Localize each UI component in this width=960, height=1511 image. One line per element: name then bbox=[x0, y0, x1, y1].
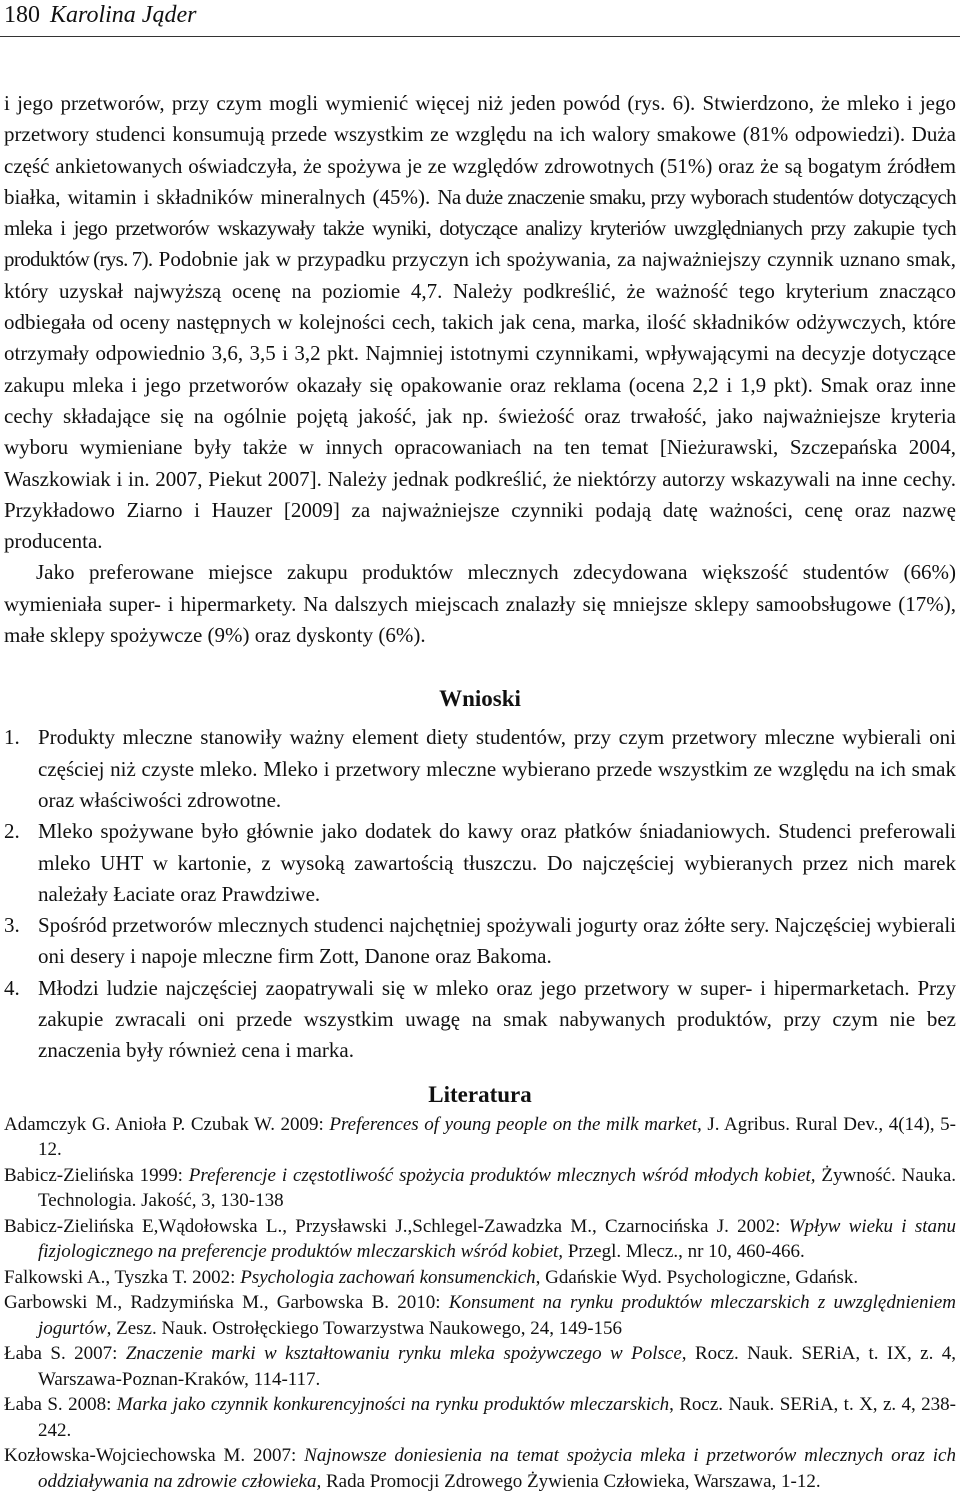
reference-entry bbox=[4, 1112, 956, 1163]
reference-entry bbox=[4, 1163, 956, 1214]
ref-title: Wpływ wieku i stanu fizjologicznego na preferencje produktów mleczarskich wśród kobiet, bbox=[38, 1215, 956, 1263]
ref-source: , Rocz. Nauk. SERiA, t. IX, z. 4, Warszawa-Poznan-Kraków, 114-117. bbox=[38, 1343, 956, 1390]
ref-source: Rada Promocji Zdrowego Żywienia Człowieka, Warszawa, 1-12. bbox=[321, 1470, 821, 1492]
ref-source: , Rocz. Nauk. SERiA, t. X, z. 4, 238-242. bbox=[38, 1394, 956, 1441]
item-text: Produkty mleczne stanowiły ważny element diety studentów, przy czym przetwory mleczne wybierali oni częściej niż czyste mleko. Mleko i przetwory mleczne wybierano przede wszystkim ze względu na ich smak oraz właściwości zdrowotne. bbox=[38, 725, 956, 812]
list-item bbox=[4, 816, 956, 910]
ref-title: Najnowsze doniesienia na temat spożycia mleka i przetworów mlecznych oraz ich oddziaływania na zdrowie człowieka, bbox=[38, 1445, 956, 1492]
body-text bbox=[4, 88, 956, 1494]
conclusions-list bbox=[4, 722, 956, 1066]
reference-entry bbox=[4, 1214, 956, 1265]
item-text: Mleko spożywane było głównie jako dodatek do kawy oraz płatków śniadaniowych. Studenci preferowali mleko UHT w kartonie, z wysoką zawartością tłuszczu. Do najczęściej wybieranych przez nich marek należały Łaciate oraz Prawdziwe. bbox=[38, 819, 956, 906]
paragraph bbox=[4, 88, 956, 557]
sentence: Na duże znaczenie smaku, przy wyborach studentów dotyczących mleka i jego przetworów wskazywały także wyniki, dotyczące analizy kryteriów uwzględnianych przy zakupie tych produktów (rys. 7). bbox=[4, 184, 956, 272]
list-item bbox=[4, 910, 956, 973]
reference-list bbox=[4, 1112, 956, 1495]
ref-authors: Babicz-Zielińska E,Wądołowska L., Przysławski J.,Schlegel-Zawadzka M., Czarnocińska J. 2002: bbox=[4, 1215, 789, 1237]
ref-authors: Łaba S. 2007: bbox=[4, 1343, 126, 1365]
item-number: 3. bbox=[4, 913, 20, 938]
running-author: Karolina Jąder bbox=[50, 2, 197, 28]
section-heading-literature: Literatura bbox=[428, 1081, 532, 1107]
item-number: 2. bbox=[4, 819, 20, 844]
list-item bbox=[4, 973, 956, 1067]
item-text: Spośród przetworów mlecznych studenci najchętniej spożywali jogurty oraz żółte sery. Najczęściej wybierali oni desery i napoje mleczne firm Zott, Danone oraz Bakoma. bbox=[38, 913, 956, 969]
item-number: 1. bbox=[4, 725, 20, 750]
ref-source: , Zesz. Nauk. Ostrołęckiego Towarzystwa Naukowego, 24, 149-156 bbox=[106, 1317, 623, 1339]
ref-source: Żywność. Nauka. Technologia. Jakość, 3, 130-138 bbox=[38, 1164, 957, 1212]
ref-authors: Kozłowska-Wojciechowska M. 2007: bbox=[4, 1445, 305, 1467]
ref-title: Psychologia zachowań konsumenckich bbox=[240, 1266, 536, 1288]
item-number: 4. bbox=[4, 975, 20, 1000]
reference-entry bbox=[4, 1392, 956, 1443]
ref-authors: Łaba S. 2008: bbox=[4, 1394, 117, 1416]
ref-authors: Falkowski A., Tyszka T. 2002: bbox=[4, 1266, 241, 1288]
ref-title: Preferences of young people on the milk market, bbox=[329, 1113, 702, 1135]
reference-entry bbox=[4, 1265, 956, 1291]
sentence: Podobnie jak w przypadku przyczyn ich spożywania, za najważniejszy czynnik uznano smak, który uzyskał najwyższą ocenę na poziomie 4,7. Należy podkreślić, że ważność tego kryterium znacząco odbiegała od oceny następnych w kolejności cech, takich jak cena, marka, ilość składników odżywczych, które otrzymały odpowiednio 3,6, 3,5 i 3,2 pkt. Najmniej istotnymi czynnikami, wpływającymi na decyzje dotyczące zakupu mleka i jego przetworów okazały się opakowanie oraz reklama (ocena 2,2 i 1,9 pkt). Smak oraz inne cechy składające się na ogólnie pojętą jakość, jak np. świeżość oraz trwałość, jako najważniejsze kryteria wyboru wymieniane były także w innych opracowaniach na ten temat [Nieżurawski, Szczepańska 2004, Waszkowiak i in. 2007, Piekut 2007]. Należy jednak podkreślić, że niektórzy autorzy wskazywali na inne cechy. Przykładowo Ziarno i Hauzer [2009] za najważniejsze czynniki podają datę ważności, cenę oraz nazwę producenta. bbox=[4, 247, 957, 554]
reference-entry bbox=[4, 1290, 956, 1341]
item-text: Młodzi ludzie najczęściej zaopatrywali się w mleko oraz jego przetwory w super- i hipermarketach. Przy zakupie zwracali oni przede wszystkim uwagę na smak nabywanych produktów, przy czym nie bez znaczenia były również cena i marka. bbox=[38, 975, 956, 1063]
ref-title: Preferencje i częstotliwość spożycia produktów mlecznych wśród młodych kobiet, bbox=[188, 1164, 816, 1186]
ref-authors: Babicz-Zielińska 1999: bbox=[4, 1164, 189, 1186]
ref-source: , Gdańskie Wyd. Psychologiczne, Gdańsk. bbox=[535, 1266, 859, 1288]
ref-source: Przegl. Mlecz., nr 10, 460-466. bbox=[563, 1241, 805, 1263]
ref-authors: Garbowski M., Radzymińska M., Garbowska B. 2010: bbox=[4, 1292, 449, 1314]
ref-title: Znaczenie marki w kształtowaniu rynku mleka spożywczego w Polsce bbox=[125, 1343, 682, 1365]
reference-entry bbox=[4, 1443, 956, 1494]
section-heading-conclusions: Wnioski bbox=[439, 686, 521, 712]
ref-source: J. Agribus. Rural Dev., 4(14), 5-12. bbox=[38, 1113, 956, 1161]
paragraph: Jako preferowane miejsce zakupu produktów mlecznych zdecydowana większość studentów (66%) wymieniała super- i hipermarkety. Na dalszych miejscach znalazły się mniejsze sklepy samoobsługowe (17%), małe sklepy spożywcze (9%) oraz dyskonty (6%). bbox=[4, 560, 956, 648]
page-number: 180 bbox=[4, 2, 40, 28]
running-header bbox=[4, 0, 196, 36]
ref-authors: Adamczyk G. Anioła P. Czubak W. 2009: bbox=[4, 1113, 330, 1135]
list-item bbox=[4, 722, 956, 816]
header-rule bbox=[0, 36, 960, 37]
sentence: i jego przetworów, przy czym mogli wymienić więcej niż jeden powód (rys. 6). Stwierdzono, że mleko i jego przetwory studenci konsumują przede wszystkim ze względu na ich walory smakowe (81% odpowiedzi). Duża część ankietowanych oświadczyła, że spożywa je ze względów zdrowotnych (51%) oraz że są bogatym źródłem białka, witamin i składników mineralnych (45%). bbox=[4, 91, 956, 209]
ref-title: Marka jako czynnik konkurencyjności na rynku produktów mleczarskich bbox=[116, 1394, 670, 1416]
reference-entry bbox=[4, 1341, 956, 1392]
ref-title: Konsument na rynku produktów mleczarskich z uwzględnieniem jogurtów bbox=[38, 1292, 956, 1339]
